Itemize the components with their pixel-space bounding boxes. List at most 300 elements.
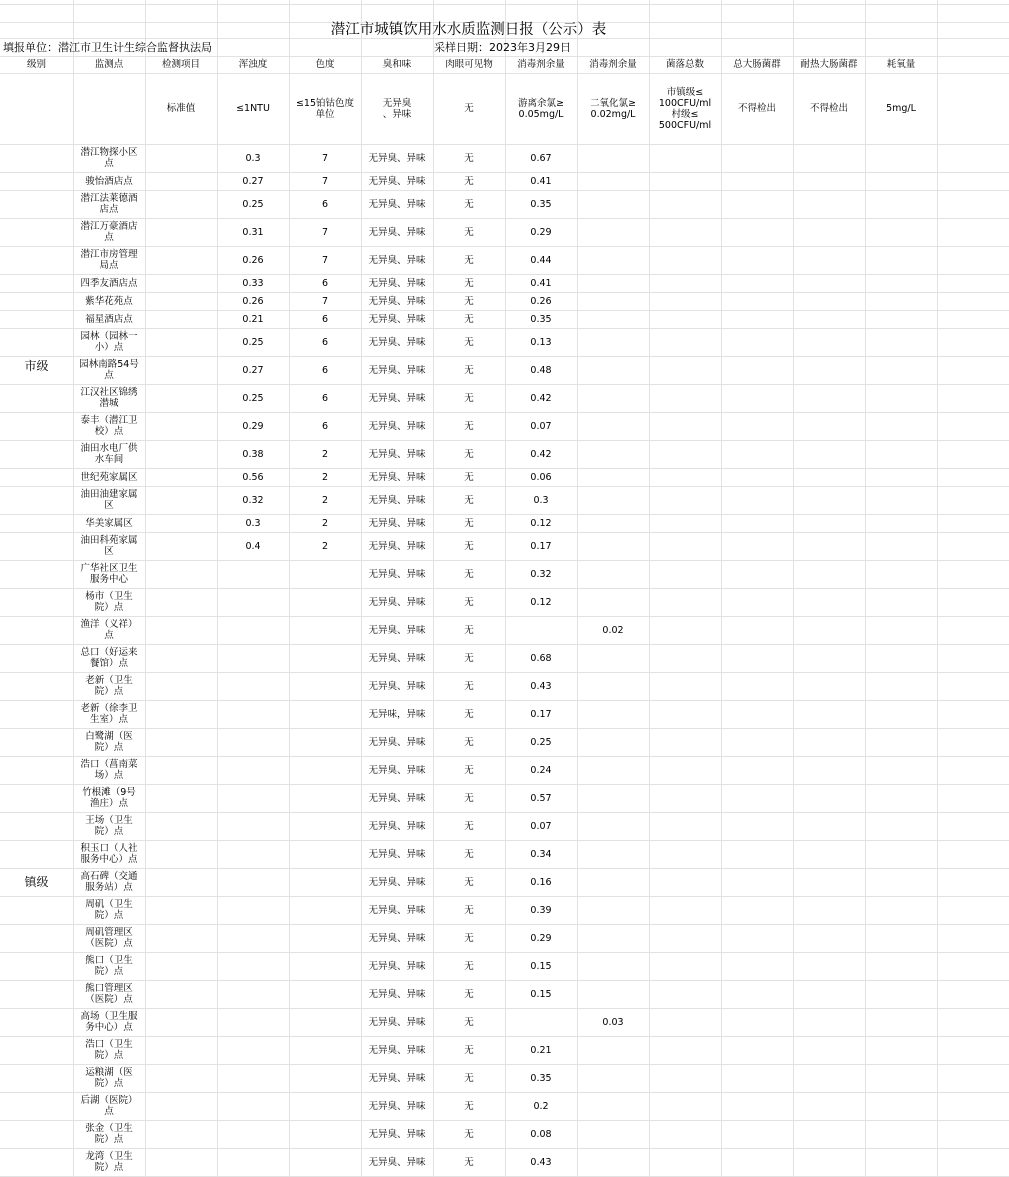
chlorine-dioxide-value xyxy=(577,1036,649,1064)
chlorine-dioxide-value xyxy=(577,672,649,700)
turbidity-value xyxy=(217,784,289,812)
turbidity-value xyxy=(217,840,289,868)
chlorine-dioxide-value xyxy=(577,868,649,896)
free-chlorine-value: 0.39 xyxy=(530,904,552,916)
chlorine-dioxide-value xyxy=(577,588,649,616)
turbidity-value xyxy=(217,1008,289,1036)
color-value xyxy=(289,952,361,980)
site-name: 园林南路54号 点 xyxy=(79,359,139,381)
site-name: 四季友酒店点 xyxy=(80,277,138,289)
column-header: 消毒剂余量 xyxy=(589,59,637,70)
site-name: 老新（卫生 院）点 xyxy=(85,675,133,697)
odor-value: 无异臭、异味 xyxy=(368,152,426,164)
visible-matter-value: 无 xyxy=(464,1044,474,1056)
turbidity-value: 0.27 xyxy=(242,364,264,376)
color-value xyxy=(289,868,361,896)
turbidity-value: 0.25 xyxy=(242,336,264,348)
site-name: 渔洋（义祥） 点 xyxy=(80,619,138,641)
turbidity-value: 0.38 xyxy=(242,448,264,460)
visible-matter-value: 无 xyxy=(464,254,474,266)
color-value: 6 xyxy=(321,313,329,325)
color-value: 2 xyxy=(321,540,329,552)
color-value: 6 xyxy=(321,364,329,376)
turbidity-value xyxy=(217,896,289,924)
odor-value: 无异臭、异味 xyxy=(368,420,426,432)
site-name: 江汉社区锦绣 潜城 xyxy=(80,387,138,409)
site-name: 张金（卫生 院）点 xyxy=(85,1123,133,1145)
turbidity-value xyxy=(217,980,289,1008)
site-name: 白鹭湖（医 院）点 xyxy=(85,731,133,753)
chlorine-dioxide-value xyxy=(577,840,649,868)
free-chlorine-value: 0.16 xyxy=(530,876,552,888)
chlorine-dioxide-value xyxy=(577,190,649,218)
site-name: 浩口（卫生 院）点 xyxy=(85,1039,133,1061)
column-header: 耗氧量 xyxy=(886,59,916,70)
visible-matter-value: 无 xyxy=(464,152,474,164)
odor-value: 无异臭、异味 xyxy=(368,736,426,748)
visible-matter-value: 无 xyxy=(464,792,474,804)
odor-value: 无异臭、异味 xyxy=(368,876,426,888)
visible-matter-value: 无 xyxy=(464,848,474,860)
standard-value: 不得检出 xyxy=(809,103,848,114)
site-name: 老新（徐李卫 生室）点 xyxy=(80,703,138,725)
turbidity-value: 0.56 xyxy=(242,471,264,483)
odor-value: 无异臭、异味 xyxy=(368,364,426,376)
free-chlorine-value: 0.68 xyxy=(530,652,552,664)
standard-value: ≤15铂钴色度 单位 xyxy=(295,97,355,120)
color-value xyxy=(289,980,361,1008)
column-header: 消毒剂余量 xyxy=(517,59,565,70)
free-chlorine-value: 0.08 xyxy=(530,1128,552,1140)
visible-matter-value: 无 xyxy=(464,932,474,944)
odor-value: 无异臭、异味 xyxy=(368,568,426,580)
visible-matter-value: 无 xyxy=(464,568,474,580)
site-name: 潜江市房管理 局点 xyxy=(80,249,138,271)
odor-value: 无异臭、异味 xyxy=(368,596,426,608)
chlorine-dioxide-value xyxy=(577,486,649,514)
visible-matter-value: 无 xyxy=(464,708,474,720)
site-name: 积玉口（人社 服务中心）点 xyxy=(80,843,138,865)
column-header: 色度 xyxy=(315,59,335,70)
chlorine-dioxide-value xyxy=(577,328,649,356)
standard-value: 二氧化氯≥ 0.02mg/L xyxy=(590,97,636,120)
color-value: 6 xyxy=(321,336,329,348)
free-chlorine-value: 0.17 xyxy=(530,708,552,720)
color-value xyxy=(289,644,361,672)
site-name: 园林（园林一 小）点 xyxy=(80,331,138,353)
site-name: 油田科苑家属 区 xyxy=(80,535,138,557)
chlorine-dioxide-value xyxy=(577,292,649,310)
color-value xyxy=(289,784,361,812)
visible-matter-value: 无 xyxy=(464,1156,474,1168)
chlorine-dioxide-value xyxy=(577,440,649,468)
free-chlorine-value: 0.41 xyxy=(530,175,552,187)
free-chlorine-value: 0.67 xyxy=(530,152,552,164)
chlorine-dioxide-value xyxy=(577,700,649,728)
odor-value: 无异臭、异味 xyxy=(368,226,426,238)
odor-value: 无异臭、异味 xyxy=(368,988,426,1000)
visible-matter-value: 无 xyxy=(464,680,474,692)
visible-matter-value: 无 xyxy=(464,1072,474,1084)
odor-value: 无异臭、异味 xyxy=(368,313,426,325)
turbidity-value xyxy=(217,952,289,980)
chlorine-dioxide-value xyxy=(577,560,649,588)
odor-value: 无异臭、异味 xyxy=(368,1016,426,1028)
color-value xyxy=(289,896,361,924)
free-chlorine-value: 0.2 xyxy=(533,1100,549,1112)
odor-value: 无异臭、异味 xyxy=(368,392,426,404)
site-name: 紫华花苑点 xyxy=(85,295,133,307)
visible-matter-value: 无 xyxy=(464,392,474,404)
turbidity-value: 0.25 xyxy=(242,198,264,210)
free-chlorine-value: 0.29 xyxy=(530,226,552,238)
free-chlorine-value: 0.42 xyxy=(530,448,552,460)
color-value xyxy=(289,560,361,588)
reporting-unit: 填报单位：潜江市卫生计生综合监督执法局 xyxy=(3,40,212,54)
turbidity-value: 0.32 xyxy=(242,494,264,506)
color-value xyxy=(289,616,361,644)
color-value: 6 xyxy=(321,277,329,289)
odor-value: 无异臭、异味 xyxy=(368,254,426,266)
chlorine-dioxide-value xyxy=(577,274,649,292)
chlorine-dioxide-value xyxy=(577,1092,649,1120)
site-name: 油田油建家属 区 xyxy=(80,489,138,511)
color-value xyxy=(289,924,361,952)
chlorine-dioxide-value xyxy=(577,412,649,440)
free-chlorine-value: 0.29 xyxy=(530,932,552,944)
odor-value: 无异臭、异味 xyxy=(368,336,426,348)
color-value xyxy=(289,1036,361,1064)
color-value xyxy=(289,1092,361,1120)
site-name: 王场（卫生 院）点 xyxy=(85,815,133,837)
chlorine-dioxide-value xyxy=(577,384,649,412)
visible-matter-value: 无 xyxy=(464,540,474,552)
visible-matter-value: 无 xyxy=(464,471,474,483)
color-value: 7 xyxy=(321,152,329,164)
odor-value: 无异臭、异味 xyxy=(368,904,426,916)
column-header: 监测点 xyxy=(94,59,124,70)
level-label: 镇级 xyxy=(24,874,49,889)
visible-matter-value: 无 xyxy=(464,904,474,916)
chlorine-dioxide-value xyxy=(577,1120,649,1148)
odor-value: 无异臭、异味 xyxy=(368,471,426,483)
turbidity-value xyxy=(217,868,289,896)
color-value xyxy=(289,588,361,616)
chlorine-dioxide-value xyxy=(577,924,649,952)
odor-value: 无异臭、异味 xyxy=(368,1072,426,1084)
odor-value: 无异臭、异味 xyxy=(368,680,426,692)
chlorine-dioxide-value xyxy=(577,246,649,274)
grid-hline xyxy=(0,4,1009,5)
column-header: 臭和味 xyxy=(382,59,412,70)
site-name: 龙湾（卫生 院）点 xyxy=(85,1151,133,1173)
free-chlorine-value: 0.13 xyxy=(530,336,552,348)
standard-value: 标准值 xyxy=(166,103,196,114)
odor-value: 无异臭、异味 xyxy=(368,792,426,804)
color-value xyxy=(289,1120,361,1148)
free-chlorine-value: 0.32 xyxy=(530,568,552,580)
site-name: 潜江法莱德酒 店点 xyxy=(80,193,138,215)
site-name: 总口（好运来 餐馆）点 xyxy=(80,647,138,669)
turbidity-value: 0.29 xyxy=(242,420,264,432)
free-chlorine-value: 0.12 xyxy=(530,517,552,529)
page-title: 潜江市城镇饮用水水质监测日报（公示）表 xyxy=(330,21,607,38)
column-header: 浑浊度 xyxy=(238,59,268,70)
level-label: 市级 xyxy=(24,358,49,373)
chlorine-dioxide-value xyxy=(577,980,649,1008)
free-chlorine-value: 0.41 xyxy=(530,277,552,289)
visible-matter-value: 无 xyxy=(464,1100,474,1112)
color-value xyxy=(289,1148,361,1176)
turbidity-value xyxy=(217,728,289,756)
site-name: 泰丰（潜江卫 校）点 xyxy=(80,415,138,437)
free-chlorine-value: 0.15 xyxy=(530,988,552,1000)
free-chlorine-value: 0.34 xyxy=(530,848,552,860)
column-header: 菌落总数 xyxy=(665,59,704,70)
free-chlorine-value: 0.44 xyxy=(530,254,552,266)
color-value: 7 xyxy=(321,254,329,266)
visible-matter-value: 无 xyxy=(464,960,474,972)
odor-value: 无异臭、异味 xyxy=(368,517,426,529)
column-header: 总大肠菌群 xyxy=(733,59,781,70)
site-name: 骏怡酒店点 xyxy=(85,175,133,187)
visible-matter-value: 无 xyxy=(464,277,474,289)
chlorine-dioxide-value xyxy=(577,144,649,172)
site-name: 熊口管理区 （医院）点 xyxy=(85,983,133,1005)
standard-value: ≤1NTU xyxy=(236,103,270,114)
column-header: 检测项目 xyxy=(161,59,200,70)
chlorine-dioxide-value xyxy=(577,172,649,190)
color-value xyxy=(289,700,361,728)
chlorine-dioxide-value: 0.03 xyxy=(602,1016,624,1028)
color-value xyxy=(289,756,361,784)
color-value xyxy=(289,728,361,756)
free-chlorine-value: 0.15 xyxy=(530,960,552,972)
turbidity-value xyxy=(217,1120,289,1148)
odor-value: 无异臭、异味 xyxy=(368,198,426,210)
visible-matter-value: 无 xyxy=(464,988,474,1000)
visible-matter-value: 无 xyxy=(464,295,474,307)
site-name: 福星酒店点 xyxy=(85,313,133,325)
turbidity-value: 0.4 xyxy=(245,540,261,552)
site-name: 后湖（医院） 点 xyxy=(80,1095,138,1117)
chlorine-dioxide-value xyxy=(577,756,649,784)
color-value: 2 xyxy=(321,494,329,506)
chlorine-dioxide-value xyxy=(577,812,649,840)
odor-value: 无异臭、异味 xyxy=(368,494,426,506)
site-name: 熊口（卫生 院）点 xyxy=(85,955,133,977)
chlorine-dioxide-value xyxy=(577,1064,649,1092)
odor-value: 无异臭、异味 xyxy=(368,175,426,187)
free-chlorine-value: 0.42 xyxy=(530,392,552,404)
site-name: 周矶（卫生 院）点 xyxy=(85,899,133,921)
chlorine-dioxide-value xyxy=(577,514,649,532)
free-chlorine-value: 0.17 xyxy=(530,540,552,552)
free-chlorine-value: 0.57 xyxy=(530,792,552,804)
odor-value: 无异臭、异味 xyxy=(368,932,426,944)
visible-matter-value: 无 xyxy=(464,175,474,187)
visible-matter-value: 无 xyxy=(464,764,474,776)
visible-matter-value: 无 xyxy=(464,198,474,210)
free-chlorine-value: 0.43 xyxy=(530,1156,552,1168)
standard-value: 5mg/L xyxy=(886,103,916,114)
site-name: 油田水电厂供 水车间 xyxy=(80,443,138,465)
chlorine-dioxide-value xyxy=(577,784,649,812)
site-name: 高场（卫生服 务中心）点 xyxy=(80,1011,138,1033)
turbidity-value xyxy=(217,588,289,616)
turbidity-value: 0.21 xyxy=(242,313,264,325)
turbidity-value: 0.3 xyxy=(245,152,261,164)
visible-matter-value: 无 xyxy=(464,736,474,748)
standard-value: 游离余氯≥ 0.05mg/L xyxy=(518,97,564,120)
odor-value: 无异臭、异味 xyxy=(368,764,426,776)
chlorine-dioxide-value xyxy=(577,356,649,384)
color-value: 6 xyxy=(321,392,329,404)
column-header: 级别 xyxy=(26,59,46,70)
turbidity-value xyxy=(217,1064,289,1092)
color-value: 2 xyxy=(321,448,329,460)
chlorine-dioxide-value xyxy=(577,728,649,756)
visible-matter-value: 无 xyxy=(464,494,474,506)
chlorine-dioxide-value: 0.02 xyxy=(602,624,624,636)
odor-value: 无异臭、异味 xyxy=(368,624,426,636)
site-name: 潜江物探小区 点 xyxy=(80,147,138,169)
odor-value: 无异臭、异味 xyxy=(368,820,426,832)
visible-matter-value: 无 xyxy=(464,596,474,608)
column-header: 耐热大肠菌群 xyxy=(800,59,858,70)
chlorine-dioxide-value xyxy=(577,896,649,924)
site-name: 世纪苑家属区 xyxy=(80,471,138,483)
color-value: 6 xyxy=(321,198,329,210)
odor-value: 无异臭、异味 xyxy=(368,652,426,664)
color-value xyxy=(289,840,361,868)
odor-value: 无异臭、异味 xyxy=(368,277,426,289)
free-chlorine-value: 0.24 xyxy=(530,764,552,776)
visible-matter-value: 无 xyxy=(464,313,474,325)
turbidity-value: 0.33 xyxy=(242,277,264,289)
free-chlorine-value: 0.35 xyxy=(530,1072,552,1084)
sampling-date: 采样日期：2023年3月29日 xyxy=(434,40,571,54)
color-value: 6 xyxy=(321,420,329,432)
color-value: 2 xyxy=(321,517,329,529)
color-value xyxy=(289,1008,361,1036)
chlorine-dioxide-value xyxy=(577,468,649,486)
standard-value: 无异臭 、异味 xyxy=(382,97,412,120)
visible-matter-value: 无 xyxy=(464,652,474,664)
color-value xyxy=(289,672,361,700)
turbidity-value xyxy=(217,700,289,728)
free-chlorine-value: 0.07 xyxy=(530,420,552,432)
chlorine-dioxide-value xyxy=(577,644,649,672)
site-name: 运粮湖（医 院）点 xyxy=(85,1067,133,1089)
color-value: 2 xyxy=(321,471,329,483)
free-chlorine-value: 0.26 xyxy=(530,295,552,307)
visible-matter-value: 无 xyxy=(464,336,474,348)
site-name: 浩口（菖南菜 场）点 xyxy=(80,759,138,781)
odor-value: 无异臭、异味 xyxy=(368,960,426,972)
turbidity-value xyxy=(217,1036,289,1064)
odor-value: 无异臭、异味 xyxy=(368,1100,426,1112)
odor-value: 无异臭、异味 xyxy=(368,1044,426,1056)
turbidity-value xyxy=(217,812,289,840)
color-value: 7 xyxy=(321,175,329,187)
site-name: 高石碑（交通 服务站）点 xyxy=(80,871,138,893)
free-chlorine-value xyxy=(505,616,577,644)
visible-matter-value: 无 xyxy=(464,517,474,529)
turbidity-value xyxy=(217,756,289,784)
column-header: 肉眼可见物 xyxy=(445,59,493,70)
turbidity-value: 0.26 xyxy=(242,254,264,266)
visible-matter-value: 无 xyxy=(464,448,474,460)
odor-value: 无异味，异味 xyxy=(368,708,426,720)
visible-matter-value: 无 xyxy=(464,226,474,238)
site-name: 华美家属区 xyxy=(85,517,133,529)
odor-value: 无异臭、异味 xyxy=(368,295,426,307)
odor-value: 无异臭、异味 xyxy=(368,540,426,552)
site-name: 杨市（卫生 院）点 xyxy=(85,591,133,613)
chlorine-dioxide-value xyxy=(577,218,649,246)
color-value xyxy=(289,812,361,840)
visible-matter-value: 无 xyxy=(464,624,474,636)
chlorine-dioxide-value xyxy=(577,1148,649,1176)
free-chlorine-value: 0.21 xyxy=(530,1044,552,1056)
chlorine-dioxide-value xyxy=(577,310,649,328)
visible-matter-value: 无 xyxy=(464,364,474,376)
turbidity-value xyxy=(217,924,289,952)
site-name: 潜江万豪酒店 点 xyxy=(80,221,138,243)
color-value xyxy=(289,1064,361,1092)
chlorine-dioxide-value xyxy=(577,532,649,560)
turbidity-value: 0.27 xyxy=(242,175,264,187)
free-chlorine-value xyxy=(505,1008,577,1036)
odor-value: 无异臭、异味 xyxy=(368,1156,426,1168)
free-chlorine-value: 0.35 xyxy=(530,198,552,210)
visible-matter-value: 无 xyxy=(464,876,474,888)
free-chlorine-value: 0.3 xyxy=(533,494,549,506)
odor-value: 无异臭、异味 xyxy=(368,448,426,460)
standard-value: 市镇级≤ 100CFU/ml 村级≤ 500CFU/ml xyxy=(658,86,712,131)
site-name: 广华社区卫生 服务中心 xyxy=(80,563,138,585)
visible-matter-value: 无 xyxy=(464,820,474,832)
visible-matter-value: 无 xyxy=(464,1016,474,1028)
turbidity-value xyxy=(217,644,289,672)
free-chlorine-value: 0.07 xyxy=(530,820,552,832)
site-name: 周矶管理区 （医院）点 xyxy=(85,927,133,949)
color-value: 7 xyxy=(321,295,329,307)
free-chlorine-value: 0.43 xyxy=(530,680,552,692)
site-name: 竹根滩（9号 渔庄）点 xyxy=(82,787,136,809)
chlorine-dioxide-value xyxy=(577,952,649,980)
odor-value: 无异臭、异味 xyxy=(368,848,426,860)
visible-matter-value: 无 xyxy=(464,420,474,432)
free-chlorine-value: 0.35 xyxy=(530,313,552,325)
standard-value: 不得检出 xyxy=(737,103,776,114)
color-value: 7 xyxy=(321,226,329,238)
free-chlorine-value: 0.12 xyxy=(530,596,552,608)
visible-matter-value: 无 xyxy=(464,1128,474,1140)
turbidity-value xyxy=(217,672,289,700)
standard-value: 无 xyxy=(464,103,474,114)
turbidity-value xyxy=(217,616,289,644)
turbidity-value: 0.31 xyxy=(242,226,264,238)
turbidity-value: 0.26 xyxy=(242,295,264,307)
turbidity-value xyxy=(217,560,289,588)
free-chlorine-value: 0.06 xyxy=(530,471,552,483)
turbidity-value xyxy=(217,1092,289,1120)
odor-value: 无异臭、异味 xyxy=(368,1128,426,1140)
free-chlorine-value: 0.25 xyxy=(530,736,552,748)
free-chlorine-value: 0.48 xyxy=(530,364,552,376)
